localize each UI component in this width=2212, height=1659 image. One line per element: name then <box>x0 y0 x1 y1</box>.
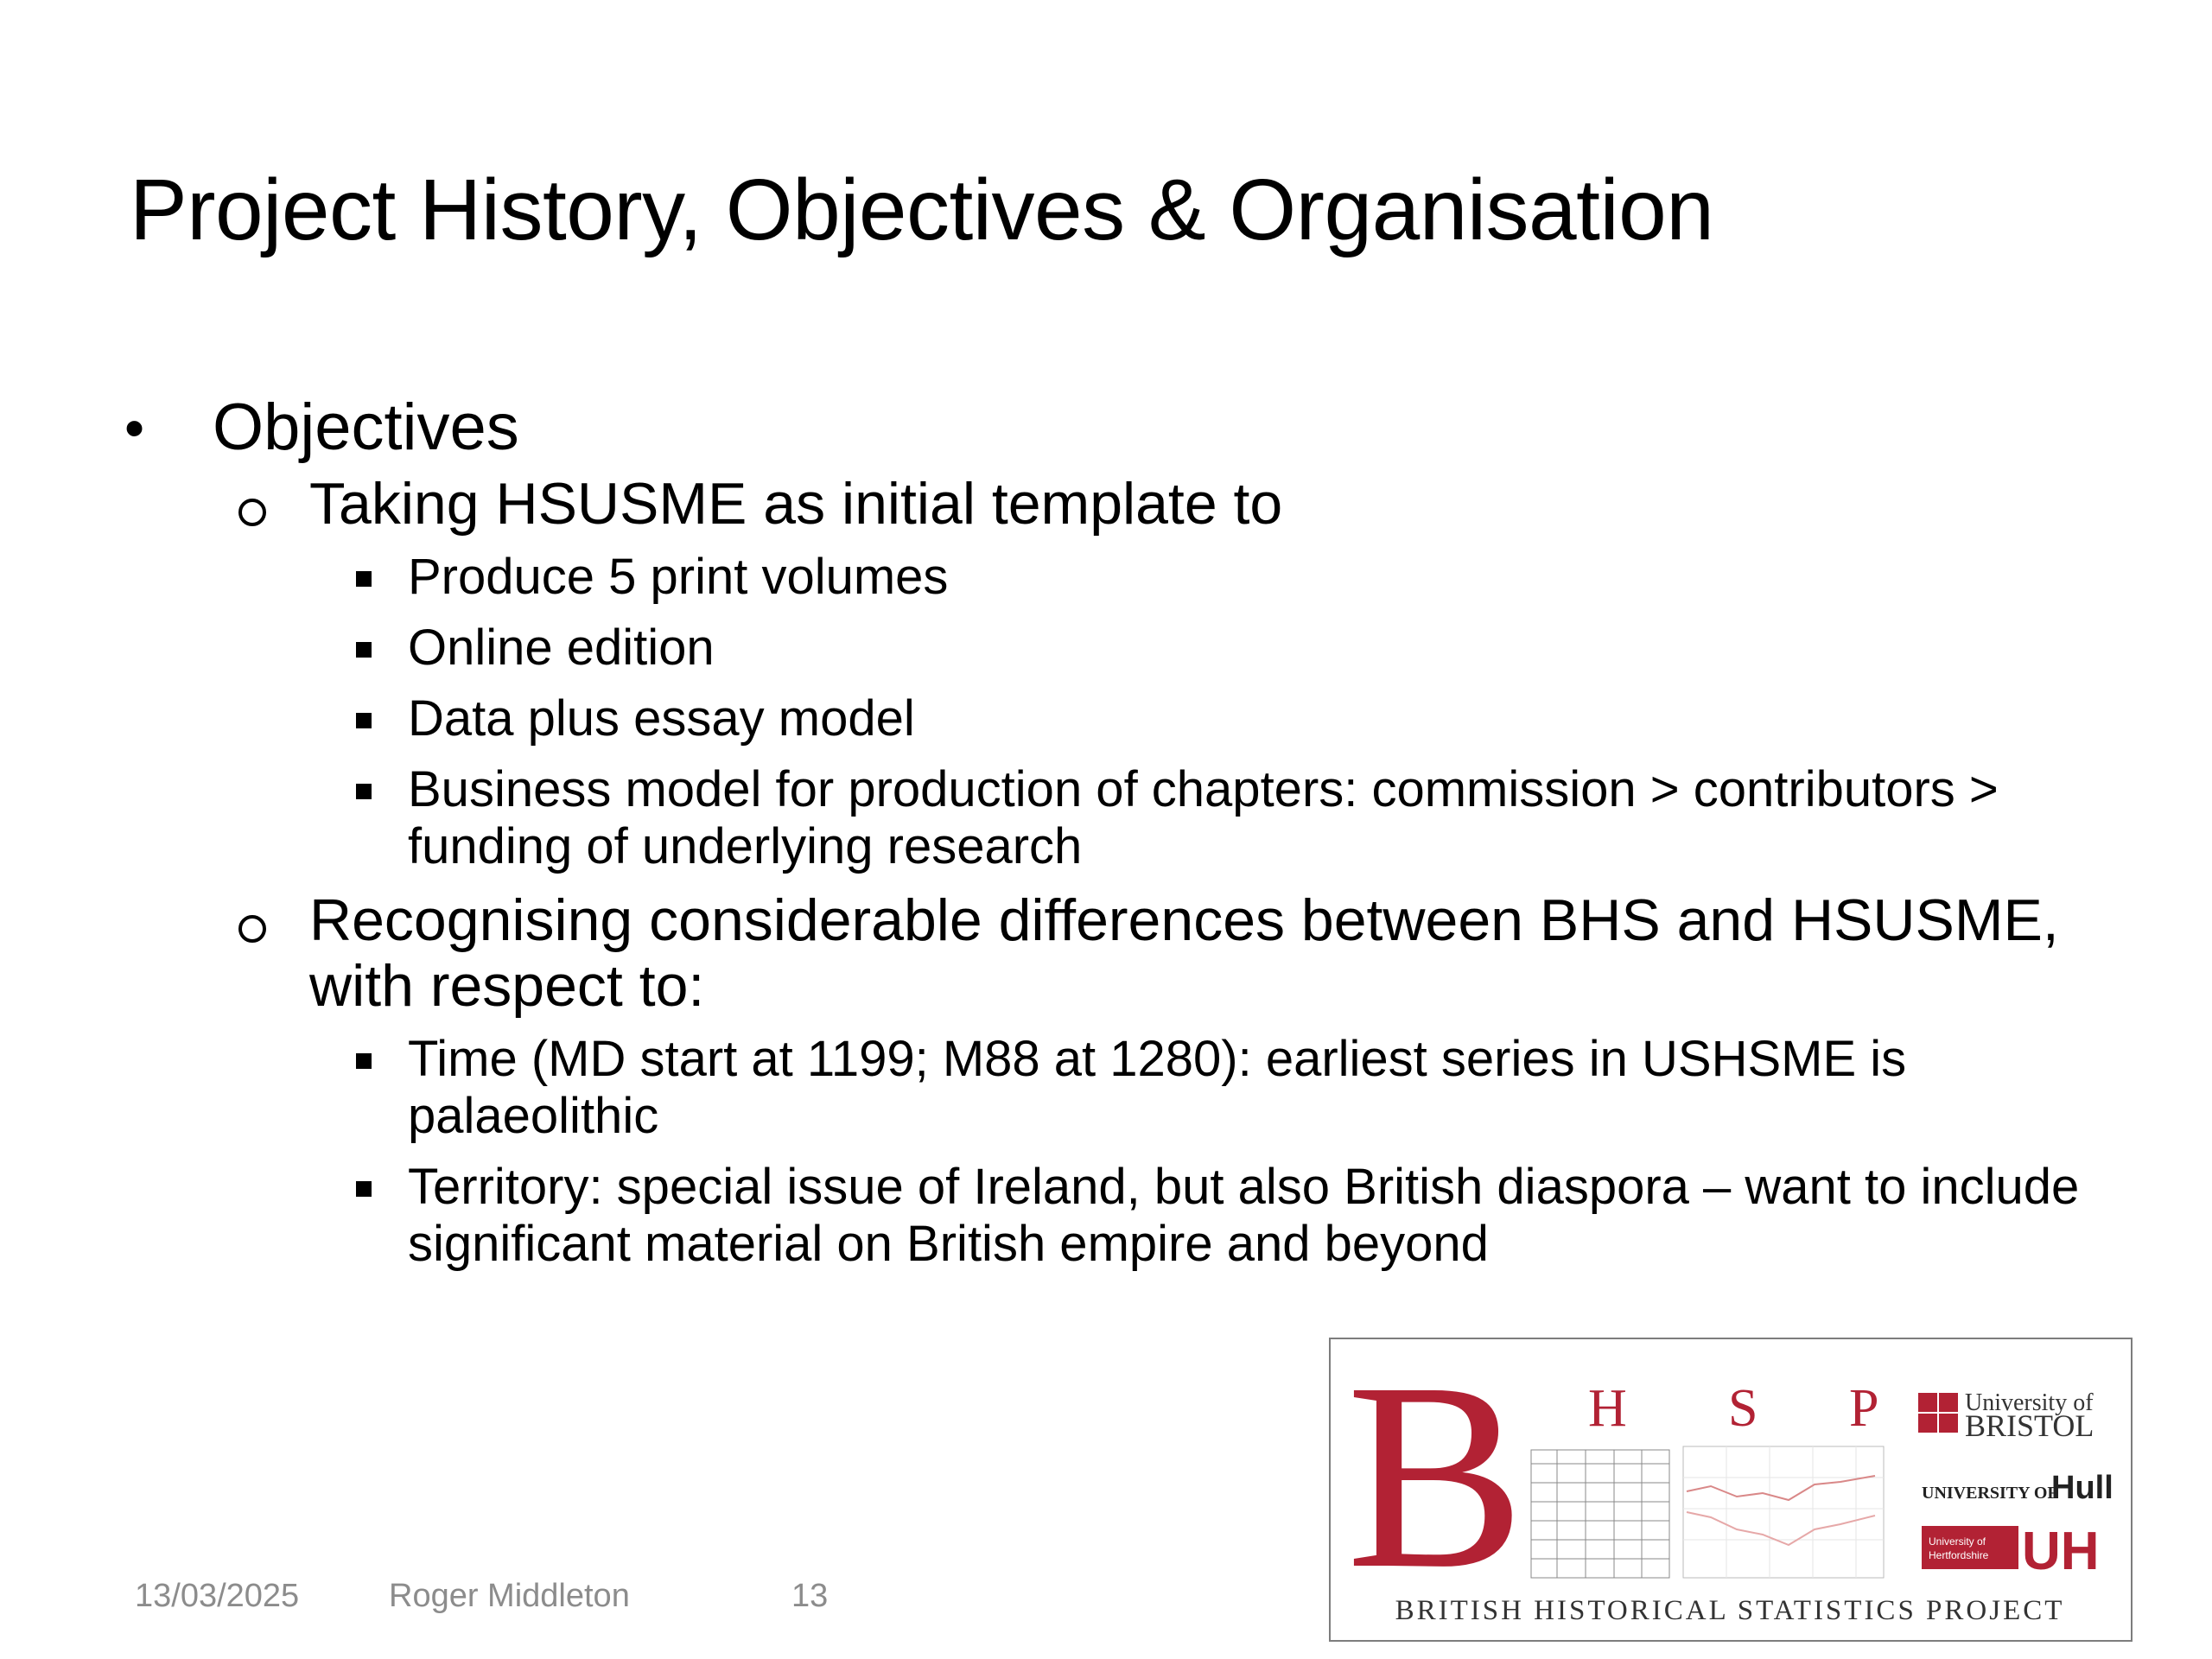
bullet-label: Objectives <box>213 391 519 464</box>
list-item <box>121 620 2126 677</box>
svg-text:University of: University of <box>1929 1535 1986 1548</box>
partner-bristol-logo <box>1918 1389 2094 1443</box>
logo-chart-graphic <box>1683 1446 1884 1578</box>
svg-text:University of: University of <box>1965 1389 2094 1416</box>
partner-hull-logo <box>1922 1470 2113 1506</box>
list-item-text: Data plus essay model <box>408 690 915 747</box>
list-item-text: Online edition <box>408 620 715 676</box>
list-item-text: Territory: special issue of Ireland, but also British diaspora – want to include significant material on British empire and beyond <box>408 1159 2080 1272</box>
bullet-objectives <box>121 385 2126 471</box>
list-item <box>121 1159 2126 1273</box>
square-bullet-icon <box>356 713 372 728</box>
footer-date: 13/03/2025 <box>135 1578 300 1614</box>
sub-bullet-template <box>121 471 2126 537</box>
bhsp-logo <box>1329 1338 2133 1642</box>
hollow-circle-icon <box>238 915 266 943</box>
list-item-text: Produce 5 print volumes <box>408 549 949 605</box>
svg-text:UNIVERSITY OF: UNIVERSITY OF <box>1922 1484 2058 1503</box>
bhsp-logo-graphic <box>1331 1339 2131 1640</box>
svg-text:UH: UH <box>2022 1522 2100 1581</box>
square-bullet-icon <box>356 1181 372 1197</box>
square-bullet-icon <box>356 571 372 587</box>
square-bullet-icon <box>356 1053 372 1069</box>
list-item <box>121 761 2126 875</box>
list-item <box>121 549 2126 606</box>
partner-hertfordshire-logo <box>1922 1522 2100 1581</box>
logo-letter-s: S <box>1728 1379 1758 1438</box>
list-item <box>121 690 2126 747</box>
svg-text:Hull: Hull <box>2051 1470 2113 1506</box>
svg-text:BRISTOL: BRISTOL <box>1965 1408 2094 1443</box>
hollow-circle-icon <box>238 499 266 526</box>
logo-letter-p: P <box>1849 1379 1879 1438</box>
logo-big-letter: B <box>1346 1339 1525 1624</box>
footer-page-number: 13 <box>791 1578 829 1614</box>
sub-bullet-label: Taking HSUSME as initial template to <box>309 471 1283 537</box>
square-bullet-icon <box>356 784 372 799</box>
square-bullet-icon <box>356 642 372 658</box>
list-item-text: Business model for production of chapters: commission > contributors > funding of underlying research <box>408 761 1999 874</box>
bullet-dot-icon: • <box>124 396 145 460</box>
logo-caption: BRITISH HISTORICAL STATISTICS PROJECT <box>1395 1595 2065 1626</box>
logo-table-graphic <box>1531 1450 1669 1578</box>
footer-author: Roger Middleton <box>389 1578 630 1614</box>
svg-text:Hertfordshire: Hertfordshire <box>1929 1549 1989 1561</box>
sub-bullet-differences <box>121 887 2126 1019</box>
list-item <box>121 1031 2126 1145</box>
sub-bullet-label: Recognising considerable differences between BHS and HSUSME, with respect to: <box>309 887 2059 1019</box>
slide-title: Project History, Objectives & Organisation <box>130 162 1714 258</box>
logo-letter-h: H <box>1588 1379 1627 1438</box>
slide-body <box>121 385 2126 1273</box>
list-item-text: Time (MD start at 1199; M88 at 1280): earliest series in USHSME is palaeolithic <box>408 1031 1907 1144</box>
